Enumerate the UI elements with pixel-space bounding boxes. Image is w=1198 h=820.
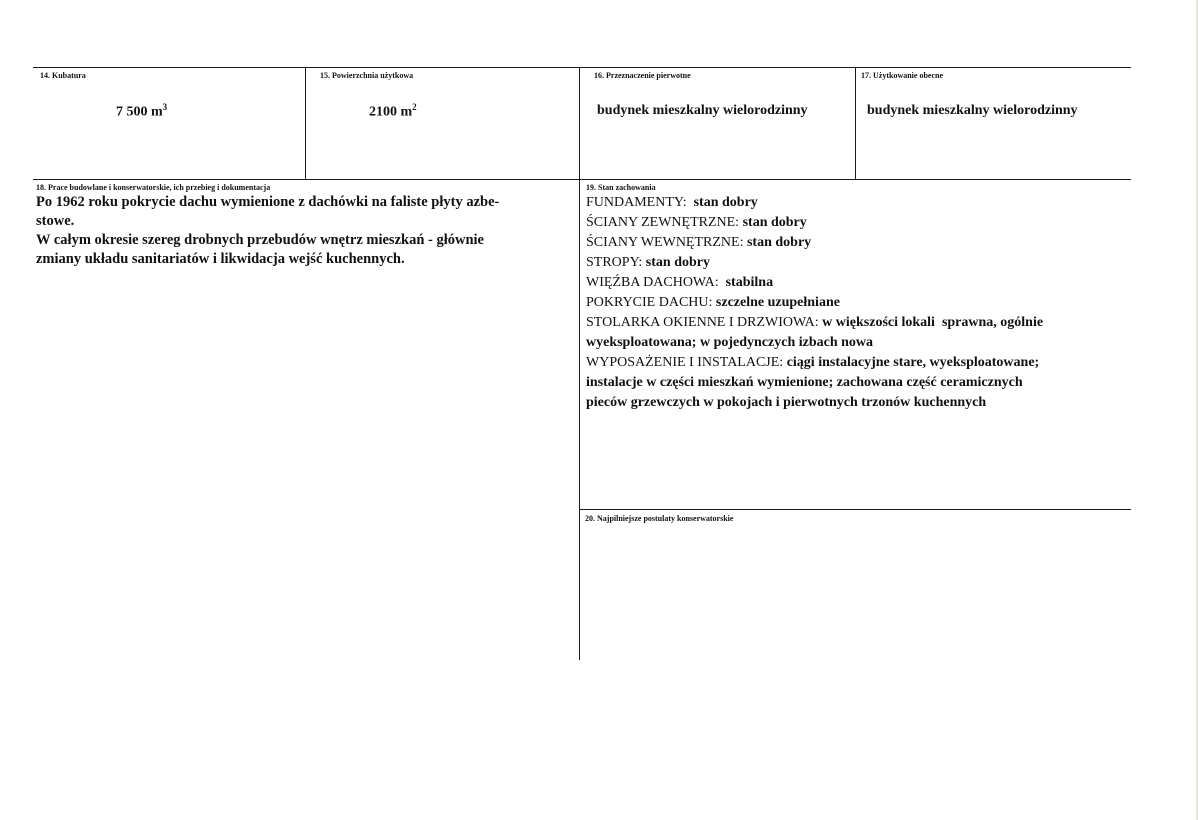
field-14-value — [116, 102, 167, 121]
field-18-line: stowe. — [36, 213, 75, 229]
field-19-list — [586, 193, 1131, 413]
condition-item — [586, 193, 1131, 213]
condition-label: ŚCIANY ZEWNĘTRZNE: — [586, 215, 740, 230]
field-20-label: 20. Najpilniejsze postulaty konserwatorskie — [585, 514, 734, 523]
field-17-label: 17. Użytkowanie obecne — [861, 71, 943, 80]
row-divider — [33, 179, 1131, 180]
condition-value: stan dobry — [743, 235, 812, 250]
condition-item — [586, 293, 1131, 313]
field-17-value: budynek mieszkalny wielorodzinny — [867, 103, 1078, 118]
condition-continuation: wyeksploatowana; w pojedynczych izbach nowa — [586, 335, 874, 350]
field-15-value — [369, 102, 417, 121]
field-15-number: 2100 m — [369, 104, 413, 120]
condition-item — [586, 353, 1131, 373]
condition-label: POKRYCIE DACHU: — [586, 295, 713, 310]
condition-label: FUNDAMENTY: — [586, 195, 687, 210]
condition-item — [586, 213, 1131, 233]
field-16-value: budynek mieszkalny wielorodzinny — [597, 103, 808, 118]
condition-value: stabilna — [718, 275, 774, 290]
field-14-exponent: 3 — [162, 102, 168, 112]
col-divider-14-15 — [305, 67, 306, 179]
condition-item — [586, 313, 1131, 333]
condition-continuation: instalacje w części mieszkań wymienione; zachowana część ceramicznych — [586, 375, 1023, 390]
condition-label: ŚCIANY WEWNĘTRZNE: — [586, 235, 744, 250]
field-19-label: 19. Stan zachowania — [586, 183, 656, 192]
table-top-border — [33, 67, 1131, 68]
condition-item — [586, 233, 1131, 253]
col-divider-16-17 — [855, 67, 856, 179]
condition-value: stan dobry — [642, 255, 710, 270]
condition-label: STOLARKA OKIENNE I DRZWIOWA: — [586, 315, 819, 330]
condition-value: w większości lokali sprawna, ogólnie — [818, 315, 1044, 330]
field-18-label: 18. Prace budowlane i konserwatorskie, ich przebieg i dokumentacja — [36, 183, 271, 192]
field-14-label: 14. Kubatura — [40, 71, 86, 80]
condition-item — [586, 273, 1131, 293]
condition-label: WYPOSAŻENIE I INSTALACJE: — [586, 355, 784, 370]
field-15-exponent: 2 — [412, 102, 417, 112]
condition-label: WIĘŹBA DACHOWA: — [586, 275, 719, 290]
condition-value: szczelne uzupełniane — [712, 295, 840, 310]
field-15-label: 15. Powierzchnia użytkowa — [320, 71, 414, 80]
field-18-line: W całym okresie szereg drobnych przebudów wnętrz mieszkań - głównie — [36, 232, 484, 248]
section-20-top-border — [579, 509, 1131, 510]
field-18-text — [36, 193, 571, 269]
condition-item — [586, 253, 1131, 273]
condition-label: STROPY: — [586, 255, 643, 270]
col-divider-15-16 — [579, 67, 580, 660]
field-18-line: zmiany układu sanitariatów i likwidacja wejść kuchennych. — [36, 251, 405, 267]
field-16-label: 16. Przeznaczenie pierwotne — [594, 71, 691, 80]
condition-continuation: pieców grzewczych w pokojach i pierwotnych trzonów kuchennych — [586, 395, 987, 410]
field-18-line: Po 1962 roku pokrycie dachu wymienione z dachówki na faliste płyty azbe- — [36, 194, 500, 210]
field-14-number: 7 500 m — [116, 104, 163, 120]
condition-value: stan dobry — [739, 215, 807, 230]
condition-value: ciągi instalacyjne stare, wyeksploatowane; — [783, 355, 1040, 370]
condition-value: stan dobry — [686, 195, 758, 210]
